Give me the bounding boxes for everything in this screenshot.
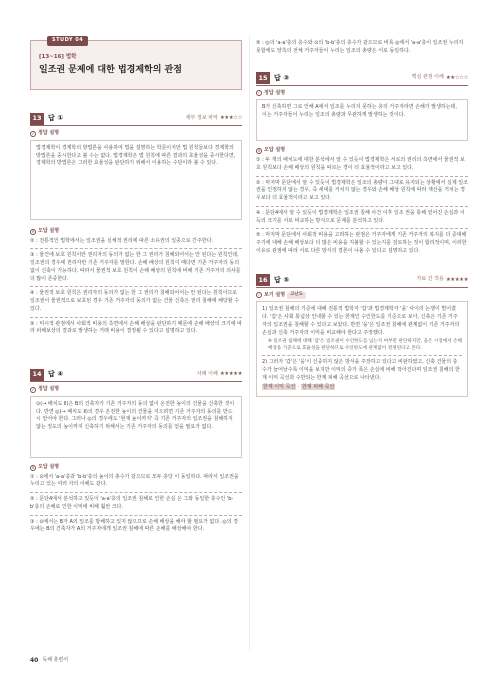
dashed-divider [256,176,468,177]
x-icon: ✕ [31,228,35,234]
question-16 [256,274,468,398]
explanation-item: 2) 그러자 '갑'은 '을'이 신중하지 않은 방식을 주장하고 있다고 비판하였고, 신축 건물의 층수가 늘어날수록 이익을 보지만 이익의 증가 폭은 손실에 비해 작아진다며 일조권 침해의 한계 이익 곡선과 수반되는 한계 피해 곡선으로 나타낸다. [262,359,460,381]
wrong-item: ④ : 물권적 보호 원칙은 권리자의 동의가 없는 한 그 권리가 침해되어서는 안 된다는 원칙이므로 일조권이 물권적으로 보호된 경우 기존 거주자의 동의가 없는 건물 신축은 권리 침해에 해당할 수 있다. [30,290,240,312]
wrong-item: ① : 두 개의 배치도에 대한 분석에서 알 수 있듯이 법경제학은 서로의 권리의 측면에서 물권적 보호 원칙보다 손해 배상의 원칙을 따르는 경이 더 효율적이라고 보고 있다. [256,157,465,171]
wrong-item: ② : 문단4에서 분석하고 있듯이 'a-a'층의 일조권 침해로 인한 손실 은 그와 동일한 층수인 'b-b'층의 손해로 인한 이익에 비해 훨씬 크다. [30,496,234,510]
dashed-divider [30,248,242,249]
wrong-item: ④ : 문단4에서 알 수 있듯이 법경제학은 일조권 침해 사건 이후 일조 권을 통해 얻어진 손실과 이득의 크기를 서로 비교하는 방식으로 문제를 분석하고 있다. [256,209,465,224]
question-category [412,74,468,83]
check-icon: ✓ [257,292,261,298]
answer-label: 답 ④ [48,370,64,379]
difficulty-stars: ★★★★★ [445,276,468,283]
study-subtitle: [13~16] 법학 [39,54,77,60]
study-header [30,37,242,90]
x-icon: ✕ [31,464,35,470]
dashed-divider [30,317,242,318]
difficulty-stars: ★★☆☆☆ [445,74,468,81]
explanation-item: 1) 일조권 침해의 기준에 대해 전통적 법학자 '갑'과 법경제학자 '을' 사이의 논쟁이 벌어졌다. '갑'은 사회 통념상 인내할 수 있는 한계인 수인한도를 기준으로 보아, 신축은 기존 거주자의 일조권을 침해할 수 있다고 보았다. 반면 '을'은 일조권 침해에 관계없이 기존 거주자의 손실과 신축 거주자의 이익을 비교해야 한다고 주장했다. [262,306,460,336]
category-label: 세부 정보 파악 [185,114,218,121]
dashed-divider [30,286,242,287]
category-label: 자료 간 적용 [416,276,444,283]
difficulty-stars: ★★★☆☆ [219,115,242,122]
question-category [417,276,469,285]
question-16-header [256,274,468,288]
page-footer [30,656,68,665]
question-13 [30,112,242,336]
dashed-divider [256,206,468,207]
difficulty-tag: 고난도 [287,292,306,299]
correct-explanation-box: B가 신축하면 그로 인해 A에서 일조를 누리지 못하는 층의 거주자라면 손해가 발생하는데, 이는 거주자들이 누리는 일조의 총량과 무관하게 발생하는 것이다. [256,99,468,141]
question-number: 14 [30,369,44,381]
question-number: 15 [256,72,270,84]
question-category [186,114,242,123]
dashed-divider [30,492,242,493]
difficulty-stars: ★★★★★ [219,371,242,378]
dashed-divider [30,515,242,516]
question-number: 16 [256,274,270,286]
correct-explanation-label: ✓ 정답 설명 [257,89,286,96]
question-14-header [30,368,242,382]
study-tag: STUDY 04 [47,36,88,46]
correct-explanation-label: ✓ 정답 설명 [31,386,60,392]
check-icon: ✓ [257,90,261,96]
question-number: 13 [30,113,44,125]
wrong-explanation-label: ✕ 오답 설명 [31,463,60,470]
wrong-item: ⑤ : 미시적 관점에서 사회적 비용의 측면에서 손해 배상을 판단하기 때문에 손해 배상의 크기에 따라 피해보상의 결과로 발생하는 거래 비용이 결정될 수 있다고 설명하고 있다. [30,320,242,335]
category-label: 핵심 관점 이해 [411,74,444,81]
explanation-note: ※ 일조권 침해에 대해 '갑'은 일조권이 수인한도를 넘는지 여부만 판단하지만, 을은 시장에서 손해 배상을 기준으로 효율성을 판단하므로 수인한도에 관계없이 결정된다고 본다. [268,339,462,352]
correct-explanation-box: 법경제학이 경제학의 방법론을 사용하여 법을 설명하는 학문이지만 법 원칙들보다 경제학의 방법론을 중시한다고 볼 수는 없다. 법경제학은 법 원칙에 따른 결과의 효율성을 중시한다면, 경제학의 방법론은 그러한 효율성을 판단하기 위해서 이용하는 수단이라 볼 수 있다. [30,140,242,220]
correct-explanation-box [256,301,468,397]
q14-continued-item: ⑤ : ◎의 'a-a'층의 층수와 ⊙의 'b-b'층의 층수가 같으므로 비록 ◎에서 'a-a'층이 일조권 누리지 못함에도 양측의 전체 거주자들이 누리는 일조의 총량은 서로 동일하다. [256,40,464,54]
correct-explanation-label: ✓ 정답 설명 [31,130,60,136]
question-15 [256,72,468,256]
answer-label: 답 ③ [274,73,290,82]
wrong-item: ⑤ : 마지막 문단에서 사회적 비용을 고려하는 관점은 거주자에게 기존 거주자의 복지를 더 증대해 주기에 대해 손해 배상보다 더 많은 비용을 지불할 수 있는지를 검토하는 것이 합리적이며, 이러한 이유로 관점에 따라 서로 다른 방식의 결론이 나올 수 있다고 설명하고 있다. [256,232,467,254]
correct-explanation-label: ✓ 보기 설명 고난도 [256,292,306,300]
study-title: 일조권 문제에 대한 법경제학의 관점 [39,64,182,75]
check-icon: ✓ [31,130,35,136]
highlight-term: 한계 이익 곡선 [263,383,296,390]
highlight-row: 한계 이익 곡선 · 한계 피해 곡선 [263,383,335,390]
right-column [256,0,468,397]
question-14 [30,368,242,534]
wrong-item: ② : 전통적인 법학에서는 일조권을 실체적 권리에 따른 소유권의 일종으로 간주한다. [30,237,214,244]
wrong-explanation-label: ✕ 오답 설명 [257,147,286,154]
dashed-divider [256,228,468,229]
answer-label: 답 ⑤ [274,275,290,284]
wrong-item: ③ : 물건에 보호 원칙이란 권리자의 동의가 없는 한 그 권리가 침해되어서는 안 된다는 원칙인데, 일조권의 경우에 권리자란 기존 거주자를 말한다. 손해 배상의 원칙이 때다면 기존 거주자의 동의 없이 신축이 가능하다. 따라서 물권적 보호 원칙이 손해 배상의 원칙에 비해 기존 거주자의 의사를 더 많이 존중한다. [30,252,241,282]
dashed-divider [262,355,462,356]
category-label: 사례 이해 [196,370,218,377]
page-number: 40 [30,657,39,664]
question-15-header [256,72,468,86]
correct-explanation-box: ⊙(→ 배치도 Ⅱ)은 B의 건축자가 기존 거주자의 동의 없이 온전한 높이의 건물을 신축한 것이다. 반면 ◎(→ 배치도 Ⅱ)의 경우 온전한 높이의 건물을 지으려면 기존 거주자의 동의를 반드시 얻어야 한다. 그러나 ◎의 경우에도 '현재 높이까지' 즉 기존 거주자의 일조권을 침해하지 않는 정도의 높이까지 신축하기 위해서는 기존 거주자의 동의를 얻을 필요가 없다. [30,396,242,458]
question-category [197,370,242,379]
wrong-explanation-label: ✕ 오답 설명 [31,227,60,234]
column-divider [249,35,250,650]
answer-label: 답 ① [48,114,64,123]
check-icon: ✓ [31,386,35,392]
question-13-header [30,112,242,126]
x-icon: ✕ [257,148,261,154]
left-column [30,0,242,535]
footer-label: 독해 훈련서 [42,656,69,663]
wrong-item: ① : ⊙에서 'a-a'층과 'b-b'층의 높이의 총수가 같으므로 모두 층당 이 동일하다. 따라서 일조권을 누리고 있는 여러 자의 이해도 같다. [30,473,239,488]
wrong-item: ② : 마지막 문단에서 알 수 있듯이 법경제학은 일조의 총량이 그대로 유지되는 상황에서 실제 일조권을 인정하지 않는 경우, 즉 세대를 거치지 않는 경우와 손해 배상 원칙에 따라 재산을 거치는 경우보다 더 효율적이라고 보고 있다. [256,179,468,201]
highlight-term: 한계 피해 곡선 [301,383,335,390]
wrong-item: ③ : ⊙에서는 B가 A의 일조를 방해하고 있지 않으므로 손해 배상을 해야 할 필요가 없다. ◎의 경우에는 B의 건축자가 A의 거주자에게 일조권 침해에 따른 손해를 배상해야 한다. [30,518,238,533]
